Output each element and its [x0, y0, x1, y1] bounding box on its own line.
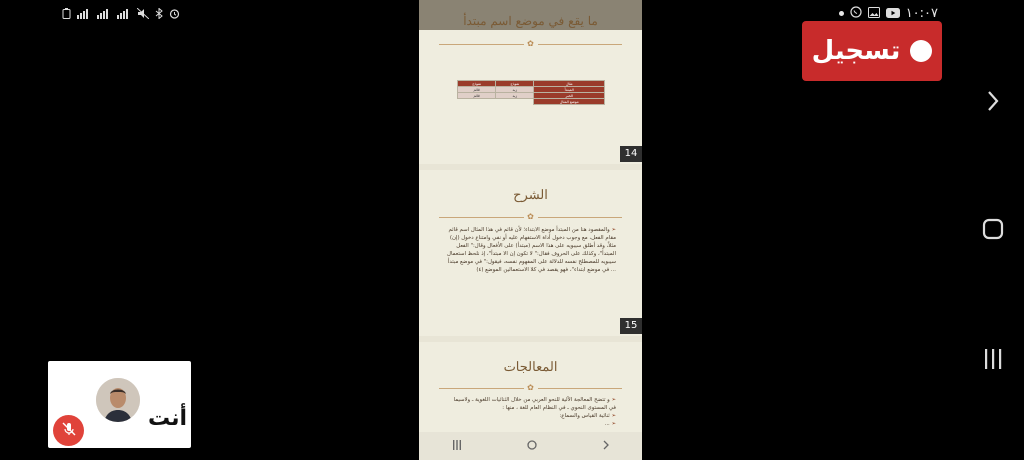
document-viewer[interactable]: [419, 0, 642, 460]
viewer-nav-bar: [419, 432, 642, 460]
slide-body-text: ...: [604, 421, 610, 427]
recents-icon[interactable]: [980, 346, 1006, 372]
back-icon[interactable]: [602, 439, 610, 454]
table-cell: قائم: [458, 93, 496, 99]
whatsapp-icon: [850, 6, 862, 21]
table-row-header: الخبر: [534, 93, 605, 99]
status-icons-left: [62, 8, 180, 22]
mute-icon: [137, 8, 149, 22]
slide-14: [419, 0, 642, 164]
page-number: 15: [620, 318, 642, 334]
recording-badge[interactable]: [802, 21, 942, 81]
table-cell: قائم: [458, 87, 496, 93]
page-number: 14: [620, 146, 642, 162]
home-square-icon[interactable]: [980, 216, 1006, 242]
signal-icon-3: [117, 9, 131, 22]
table-header-cell: مثال: [534, 81, 605, 87]
record-dot-icon: [910, 40, 932, 62]
slide-body-text: ثنائية القياس والسماع:: [559, 413, 610, 419]
slide-body: [447, 396, 616, 428]
table-header-cell: نموذج: [496, 81, 534, 87]
youtube-icon: [886, 7, 900, 21]
ornament-icon: ✿: [524, 40, 538, 48]
table-cell: زيد: [496, 87, 534, 93]
self-label: أنت: [148, 406, 188, 431]
bullet-icon: ➢: [609, 227, 616, 233]
bullet-icon: ➢: [609, 397, 616, 403]
status-time: ١٠:٠٧: [905, 6, 938, 21]
mic-off-icon: [61, 421, 77, 441]
table-footer-row: [458, 99, 605, 105]
slide-body-text: والمقصود هنا من المبتدأ موضع الابتداء؛ لأن قائم في هذا المثال اسم قائم مقام الفعل، مع وجوب دخول أداة الاستفهام عليه أو نفي وامتناع دخول (إن) مثلاً، وقد أطلق سيبويه على هذا الاسم (مبتدأ) على الأفعال وقال:" الفعل المبتدأ"، وكذلك على الحروف فقال:" لا تكون إن الا مبتدأ"، إذ نلحظ استعمال سيبويه للمصطلح نفسه للدلالة على المفهوم نفسه، فيقول:" في موضع مبتدأ ... في موضع ابتداء"، فهو يقصد في كلا الاستعمالين الموضع (٤): [447, 227, 616, 273]
ornament-icon: ✿: [524, 213, 538, 221]
slide-15: [419, 170, 642, 336]
signal-icon-2: [97, 9, 111, 22]
slide-body: [447, 226, 616, 274]
table-row-header: المبتدأ: [534, 87, 605, 93]
bullet-icon: ➢: [609, 413, 616, 419]
recording-label: تسجيل: [811, 36, 901, 66]
table-cell: زيد: [496, 93, 534, 99]
status-icons-right: [839, 6, 938, 21]
chevron-right-icon[interactable]: [980, 88, 1006, 114]
bullet-icon: ➢: [609, 421, 616, 427]
slide-body-text: و تتضح المعالجة الآلية للنحو العربي من خلال الثنائيات اللغوية ـ ولاسيما في المستوى النحوي ـ في النظام العام للغة ، منها :: [453, 397, 616, 411]
slide-table: [457, 80, 605, 105]
ornament-icon: ✿: [524, 384, 538, 392]
avatar: [96, 378, 140, 422]
battery-saver-icon: [62, 8, 71, 22]
slide-title: ما يقع في موضع اسم مبتدأ: [463, 14, 598, 28]
table-header-cell: نموذج: [458, 81, 496, 87]
recents-icon[interactable]: [452, 439, 462, 454]
mute-button[interactable]: [53, 415, 84, 446]
notification-dot-icon: [839, 11, 844, 16]
signal-icon-1: [77, 9, 91, 22]
table-footer-cell: موضع المثال: [534, 99, 605, 105]
gallery-icon: [868, 7, 880, 21]
slide-title: الشرح: [513, 188, 548, 203]
home-icon[interactable]: [527, 439, 537, 454]
alarm-icon: [169, 8, 180, 22]
bluetooth-icon: [155, 8, 163, 22]
slide-title: المعالجات: [503, 360, 558, 375]
